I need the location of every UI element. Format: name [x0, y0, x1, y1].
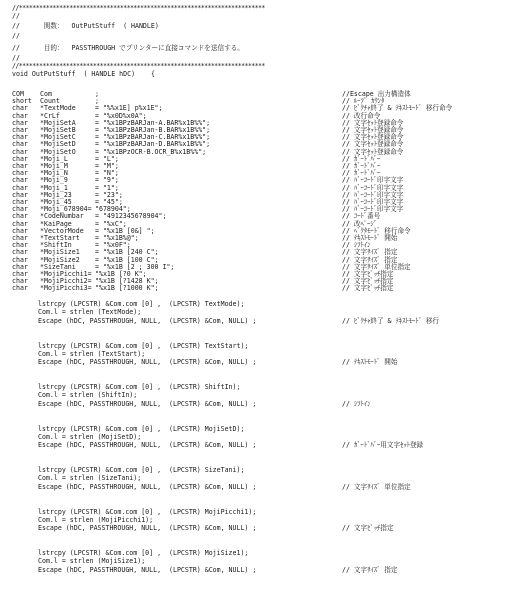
statement-code: lstrcpy (LPCSTR) &Com.com [0] , (LPCSTR) MojiPicchi1);	[38, 507, 257, 516]
decl-value: = "%x1B [0&] ";	[95, 226, 155, 235]
statement-code: Escape (hDC, PASSTHROUGH, NULL, (LPCSTR) &Com, NULL) ;	[38, 399, 257, 408]
decl-name: *KaiPage	[40, 219, 72, 228]
decl-name: *Moji_23	[40, 190, 72, 199]
statement-code: Com.l = strlen (MojiSize1);	[38, 557, 146, 566]
decl-comment: // ﾙｰﾌﾟ ｶｳﾝﾀ	[342, 97, 385, 106]
statement-code: lstrcpy (LPCSTR) &Com.com [0] , (LPCSTR) MojiSize1);	[38, 549, 249, 557]
decl-comment: // ﾊﾞｰｺｰﾄﾞ印字文字	[342, 205, 404, 214]
statement-comment: // ｶﾞｰﾄﾞﾊﾞｰ用文字ｾｯﾄ登録	[342, 441, 424, 450]
statement-code: Escape (hDC, PASSTHROUGH, NULL, (LPCSTR) &Com, NULL) ;	[38, 316, 257, 325]
statement-code: lstrcpy (LPCSTR) &Com.com [0] , (LPCSTR) ShiftIn);	[38, 383, 241, 391]
decl-comment: // ｶﾞｰﾄﾞﾊﾞｰ	[342, 162, 381, 170]
statement-code: lstrcpy (LPCSTR) &Com.com [0] , (LPCSTR) TextStart);	[38, 341, 249, 350]
decl-name: *Moji_1	[40, 183, 68, 192]
decl-name: *MojiSetD	[40, 140, 76, 149]
decl-name: *MojiSetB	[40, 126, 76, 134]
statement-code: Com.l = strlen (TextMode);	[38, 308, 142, 317]
decl-comment: // 文字ﾋﾟｯﾁ指定	[342, 270, 394, 278]
decl-type: short	[12, 97, 32, 106]
decl-name: *CodeNumbar	[40, 212, 84, 221]
decl-name: *Moji_45	[40, 198, 72, 206]
decl-type: COM	[12, 90, 24, 98]
decl-name: *TextStart	[40, 234, 80, 242]
statement-comment: // ﾋﾞｸﾁｬ終了 & ﾃｷｽﾄﾓｰﾄﾞ 移行	[342, 316, 440, 325]
decl-comment: // 文字ｾｯﾄ登録命令	[342, 133, 404, 142]
decl-type: char	[12, 255, 28, 264]
decl-comment: // 文字ｾｯﾄ登録命令	[342, 140, 404, 149]
decl-name: *TextMode	[40, 104, 76, 113]
statement-comment: // 文字ﾋﾟｯﾁ指定	[342, 524, 394, 533]
statement-code: Escape (hDC, PASSTHROUGH, NULL, (LPCSTR) &Com, NULL) ;	[38, 358, 257, 367]
decl-type: char	[12, 284, 28, 293]
decl-comment: // 文字ﾋﾟｯﾁ指定	[342, 277, 394, 286]
decl-name: Com	[40, 90, 52, 98]
decl-comment: // 文字ｾｯﾄ登録命令	[342, 118, 404, 127]
decl-comment: // 文字ﾋﾟｯﾁ指定	[342, 284, 394, 293]
decl-type: char	[12, 169, 28, 178]
statement-comment: // ﾃｷｽﾄﾓｰﾄﾞ 開始	[342, 358, 398, 367]
decl-comment: // 文字ｾｯﾄ登録命令	[342, 147, 404, 156]
decl-name: *Moji_N	[40, 169, 68, 178]
decl-value: = "4912345678904";	[95, 212, 167, 221]
decl-value: = "%x1BPzBARJan-A.BAR%x1B%%";	[95, 118, 211, 127]
statement-comment: // ｼﾌﾄｲﾝ	[342, 399, 371, 408]
decl-value: = "23";	[95, 190, 123, 199]
statement-code: lstrcpy (LPCSTR) &Com.com [0] , (LPCSTR) MojiSetD);	[38, 424, 245, 433]
header-blank-text-3: //	[12, 54, 20, 62]
header-star-text-top: //*************************************************************************	[12, 4, 265, 12]
statement-code: Com.l = strlen (MojiPicchi1);	[38, 515, 154, 524]
decl-comment: // 文字ｾｯﾄ登録命令	[342, 126, 404, 134]
decl-type: char	[12, 270, 28, 278]
statement-code: Escape (hDC, PASSTHROUGH, NULL, (LPCSTR) &Com, NULL) ;	[38, 565, 257, 574]
decl-type: char	[12, 241, 28, 250]
decl-comment: // ｶﾞｰﾄﾞﾊﾞｰ	[342, 154, 381, 163]
decl-value: = "%%x1E] p%x1E";	[95, 104, 163, 113]
decl-comment: // 改行命令	[342, 111, 381, 120]
statement-code: Escape (hDC, PASSTHROUGH, NULL, (LPCSTR) &Com, NULL) ;	[38, 441, 257, 450]
decl-name: *MojiPicchi3=	[40, 284, 92, 293]
decl-type: char	[12, 248, 28, 257]
decl-value: = "1";	[95, 183, 119, 192]
decl-value: ;	[95, 97, 99, 106]
decl-comment: // 文字ｻｲｽﾞ 単位指定	[342, 262, 411, 271]
decl-value: = "%x1BPzOCR-B.OCR_B%x1B%%";	[95, 147, 207, 156]
decl-comment: // ｺｰﾄﾞ番号	[342, 212, 381, 221]
header-blank-text-2: //	[12, 32, 20, 40]
decl-type: char	[12, 133, 28, 142]
decl-value: = "%x1B [240 C";	[95, 248, 159, 257]
statement-code: Com.l = strlen (ShiftIn);	[38, 391, 138, 400]
decl-value: = "M";	[95, 162, 119, 170]
decl-comment: // ﾃｷｽﾄﾓｰﾄﾞ 開始	[342, 234, 398, 242]
decl-value: = "N";	[95, 169, 119, 178]
decl-name: *MojiSetC	[40, 133, 76, 142]
decl-type: char	[12, 162, 28, 170]
decl-name: Count	[40, 97, 60, 106]
decl-value: = "%x0F";	[95, 241, 131, 250]
decl-name: *VectorMode	[40, 226, 84, 235]
purpose-comment: // 目的： PASSTHROUGH でプリンターに直接コマンドを送信する。	[12, 44, 244, 52]
decl-type: char	[12, 176, 28, 185]
decl-type: char	[12, 198, 28, 206]
decl-name: *Moji_M	[40, 162, 68, 170]
statement-comment: // 文字ｻｲｽﾞ 指定	[342, 565, 398, 574]
decl-name: *CrLf	[40, 111, 60, 120]
decl-value: "678904";	[95, 205, 131, 214]
decl-comment: //Escape 出力構造体	[342, 90, 411, 98]
decl-name: *MojiSetO	[40, 147, 76, 156]
statement-code: Com.l = strlen (TextStart);	[38, 349, 146, 358]
decl-value: = "%x1B [100 C";	[95, 255, 159, 264]
decl-type: char	[12, 212, 28, 221]
decl-name: *SizeTani	[40, 262, 76, 271]
decl-name: *MojiPicchi1=	[40, 270, 92, 278]
header-star-text-bottom: //*************************************************************************	[12, 62, 265, 70]
decl-type: char	[12, 140, 28, 149]
decl-type: char	[12, 277, 28, 286]
decl-type: char	[12, 262, 28, 271]
header-blank-text-1: //	[12, 12, 20, 20]
decl-value: = "%xC";	[95, 219, 127, 228]
decl-value: = "%x1B%@";	[95, 234, 139, 242]
decl-comment: // 文字ｻｲｽﾞ 指定	[342, 255, 398, 264]
statement-code: Escape (hDC, PASSTHROUGH, NULL, (LPCSTR) &Com, NULL) ;	[38, 524, 257, 533]
decl-name: *MojiSize1	[40, 248, 80, 257]
decl-value: = "L";	[95, 154, 119, 163]
decl-comment: // ﾊﾞｰｺｰﾄﾞ印字文字	[342, 176, 404, 185]
decl-type: char	[12, 226, 28, 235]
decl-value: = "9";	[95, 176, 119, 185]
decl-value: = "%x0D%x0A";	[95, 111, 147, 120]
decl-value: = "%x1B [2 ; 300 I";	[95, 262, 175, 271]
statement-code: Escape (hDC, PASSTHROUGH, NULL, (LPCSTR) &Com, NULL) ;	[38, 482, 257, 491]
decl-name: *ShiftIn	[40, 241, 72, 250]
decl-type: char	[12, 118, 28, 127]
decl-type: char	[12, 104, 28, 113]
decl-comment: // 文字ｻｲｽﾞ 指定	[342, 248, 398, 257]
decl-comment: // ﾊﾞｰｺｰﾄﾞ印字文字	[342, 190, 404, 199]
decl-comment: // ﾋﾞｸﾁｬ終了 & ﾃｷｽﾄﾓｰﾄﾞ 移行命令	[342, 104, 453, 113]
decl-value: = "%x1BPzBARJan-D.BAR%x1B%%";	[95, 140, 211, 149]
decl-comment: // ｶﾞｰﾄﾞﾊﾞｰ	[342, 169, 381, 178]
decl-name: *MojiSetA	[40, 118, 76, 127]
statement-code: Com.l = strlen (SizeTani);	[38, 474, 142, 483]
decl-type: char	[12, 219, 28, 228]
decl-comment: // ｼﾌﾄｲﾝ	[342, 241, 371, 250]
statement-code: lstrcpy (LPCSTR) &Com.com [0] , (LPCSTR) SizeTani);	[38, 466, 245, 474]
statement-comment: // 文字ｻｲｽﾞ 単位指定	[342, 482, 411, 491]
decl-value: ;	[95, 90, 99, 98]
decl-name: *Moji_9	[40, 176, 68, 185]
decl-name: *MojiPicchi2=	[40, 277, 92, 286]
decl-value: "%x1B [?1000 K";	[95, 284, 159, 293]
decl-type: char	[12, 190, 28, 199]
statement-code: lstrcpy (LPCSTR) &Com.com [0] , (LPCSTR) TextMode);	[38, 300, 245, 308]
statement-code: Com.l = strlen (MojiSetD);	[38, 432, 142, 441]
decl-value: = "%x1BPzBARJan-B.BAR%x1B%%";	[95, 126, 211, 134]
decl-name: *Moji_678904=	[40, 205, 92, 214]
decl-comment: // ﾊﾞｰｺｰﾄﾞ印字文字	[342, 198, 404, 206]
decl-value: "%x1B [?0 K";	[95, 270, 147, 278]
decl-type: char	[12, 147, 28, 156]
function-name-comment: // 関数： OutPutStuff ( HANDLE)	[12, 22, 159, 30]
decl-name: *Moji_L	[40, 154, 68, 163]
decl-value: "%x1B [?1428 K";	[95, 277, 159, 286]
decl-name: *MojiSize2	[40, 255, 80, 264]
decl-value: = "%x1BPzBARJan-C.BAR%x1B%%";	[95, 133, 211, 142]
function-signature-text: void OutPutStuff ( HANDLE hDC) {	[12, 70, 155, 78]
decl-type: char	[12, 234, 28, 242]
decl-type: char	[12, 126, 28, 134]
decl-type: char	[12, 154, 28, 163]
decl-type: char	[12, 205, 28, 214]
decl-comment: // ﾊﾞｰｺｰﾄﾞ印字文字	[342, 183, 404, 192]
decl-comment: // 改ﾍﾟｰｼﾞ	[342, 219, 377, 228]
decl-type: char	[12, 183, 28, 192]
decl-value: = "45";	[95, 198, 123, 206]
decl-comment: // ﾍﾞｸﾀﾓｰﾄﾞ 移行命令	[342, 226, 411, 235]
decl-type: char	[12, 111, 28, 120]
